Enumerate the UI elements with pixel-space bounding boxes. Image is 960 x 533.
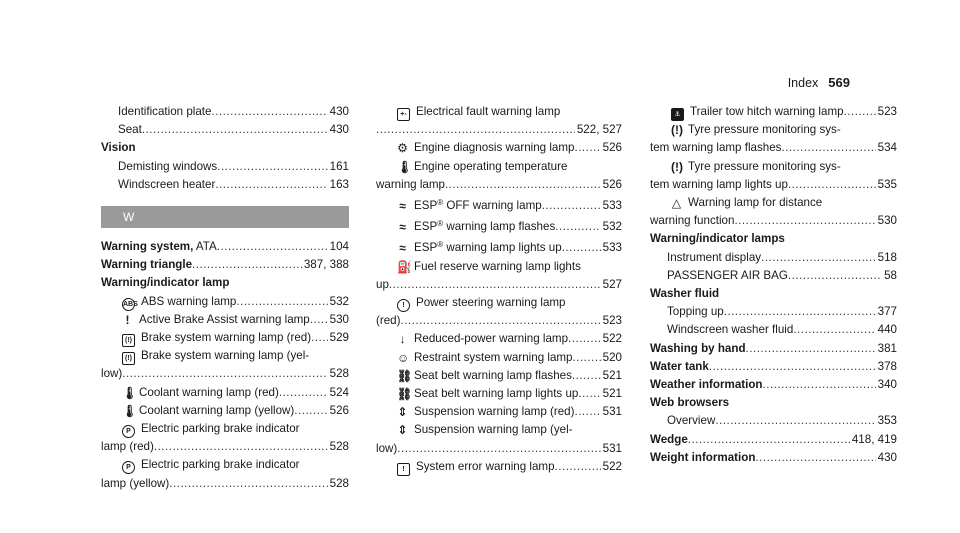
entry-engine-temperature: 🌡 Engine operating temperature bbox=[397, 159, 568, 174]
reduced-power-icon: ↓ bbox=[399, 332, 406, 347]
entry-instrument-display: Instrument display ..... 518 bbox=[650, 249, 897, 267]
entry-esp-flashes: ≈ ESP® warning lamp flashes ..... 532 bbox=[376, 215, 622, 236]
restraint-icon: ☺ bbox=[397, 350, 410, 365]
engine-icon: ⚙ bbox=[397, 141, 408, 156]
index-column-2 bbox=[376, 103, 622, 476]
entry-demisting-windows: Demisting windows ..... 161 bbox=[101, 158, 349, 176]
esp-icon: ≈ bbox=[399, 241, 406, 256]
entry-abs-warning-lamp: ABS ABS warning lamp ..... 532 bbox=[101, 293, 349, 311]
entry-warning-triangle: Warning triangle ..... 387, 388 bbox=[101, 256, 349, 274]
index-column-3 bbox=[650, 103, 897, 467]
coolant-icon: 🌡 bbox=[122, 403, 138, 418]
entry-reduced-power: ↓ Reduced-power warning lamp ..... 522 bbox=[376, 330, 622, 348]
entry-active-brake-assist: ! Active Brake Assist warning lamp ..... 530 bbox=[101, 311, 349, 329]
heading-web-browsers: Web browsers bbox=[650, 396, 730, 410]
battery-icon: +- bbox=[397, 108, 410, 121]
page-number: 569 bbox=[828, 75, 850, 90]
entry-identification-plate: Identification plate ..... 430 bbox=[101, 103, 349, 121]
entry-coolant-yellow: 🌡 Coolant warning lamp (yellow) ..... 526 bbox=[101, 402, 349, 420]
tyre-pressure-icon: (!) bbox=[671, 123, 683, 138]
heading-vision: Vision bbox=[101, 141, 136, 155]
entry-passenger-air-bag: PASSENGER AIR BAG ..... 58 bbox=[650, 267, 897, 285]
entry-water-tank: Water tank ..... 378 bbox=[650, 358, 897, 376]
entry-windscreen-washer-fluid: Windscreen washer fluid ..... 440 bbox=[650, 321, 897, 339]
entry-tyre-pressure-flashes-cont: tem warning lamp flashes ..... 534 bbox=[650, 139, 897, 157]
tyre-pressure-icon: (!) bbox=[671, 159, 683, 174]
entry-esp-off: ≈ ESP® OFF warning lamp ..... 533 bbox=[376, 194, 622, 215]
brake-assist-icon: ! bbox=[125, 312, 130, 327]
brake-warning-icon: (!) bbox=[122, 352, 135, 365]
parking-brake-icon: P bbox=[122, 425, 135, 438]
entry-power-steering-cont: (red) ..... 523 bbox=[376, 312, 622, 330]
entry-fuel-reserve: ⛽ Fuel reserve warning lamp lights bbox=[397, 259, 581, 274]
temperature-icon: 🌡 bbox=[397, 159, 413, 174]
suspension-icon: ⇕ bbox=[397, 405, 408, 420]
heading-warning-indicator-lamp: Warning/indicator lamp bbox=[101, 276, 230, 290]
brake-warning-icon: (!) bbox=[122, 334, 135, 347]
abs-icon: ABS bbox=[122, 298, 135, 311]
entry-tyre-pressure-lights-up-cont: tem warning lamp lights up ..... 535 bbox=[650, 176, 897, 194]
heading-washer-fluid: Washer fluid bbox=[650, 287, 720, 301]
entry-tyre-pressure-lights-up: (!) Tyre pressure monitoring sys- bbox=[671, 159, 841, 174]
coolant-icon: 🌡 bbox=[122, 385, 138, 400]
esp-icon: ≈ bbox=[399, 220, 406, 235]
entry-topping-up: Topping up ..... 377 bbox=[650, 303, 897, 321]
entry-weight-information: Weight information ..... 430 bbox=[650, 449, 897, 467]
entry-system-error: ! System error warning lamp ..... 522 bbox=[376, 458, 622, 476]
entry-distance-warning-cont: warning function ..... 530 bbox=[650, 212, 897, 230]
system-error-icon: ! bbox=[397, 463, 410, 476]
entry-seat: Seat ..... 430 bbox=[101, 121, 349, 139]
heading-warning-indicator-lamps: Warning/indicator lamps bbox=[650, 232, 785, 246]
distance-warning-icon: △ bbox=[671, 196, 682, 211]
entry-esp-lights-up: ≈ ESP® warning lamp lights up ..... 533 bbox=[376, 236, 622, 257]
entry-distance-warning: △ Warning lamp for distance bbox=[671, 196, 823, 211]
entry-epb-red-cont: lamp (red) ..... 528 bbox=[101, 438, 349, 456]
entry-wedge: Wedge ..... 418, 419 bbox=[650, 431, 897, 449]
entry-tyre-pressure-flashes: (!) Tyre pressure monitoring sys- bbox=[671, 123, 841, 138]
trailer-hitch-icon: ⚓ bbox=[671, 108, 684, 121]
entry-power-steering: ! Power steering warning lamp bbox=[376, 294, 622, 312]
entry-engine-diagnosis: ⚙ Engine diagnosis warning lamp ..... 526 bbox=[376, 139, 622, 157]
entry-suspension-red: ⇕ Suspension warning lamp (red) ..... 531 bbox=[376, 403, 622, 421]
entry-weather-information: Weather information ..... 340 bbox=[650, 376, 897, 394]
letter-bar-w: W bbox=[101, 206, 349, 228]
index-column-1 bbox=[101, 103, 349, 493]
entry-brake-system-red: (!) Brake system warning lamp (red) ..... 529 bbox=[101, 329, 349, 347]
entry-electrical-fault: +- Electrical fault warning lamp bbox=[376, 103, 622, 121]
index-label: Index bbox=[787, 76, 819, 90]
entry-brake-system-yellow-cont: low) ..... 528 bbox=[101, 365, 349, 383]
esp-off-icon: ≈ bbox=[399, 199, 406, 214]
entry-overview: Overview ..... 353 bbox=[650, 412, 897, 430]
parking-brake-icon: P bbox=[122, 461, 135, 474]
entry-seat-belt-flashes: ⛓ Seat belt warning lamp flashes ..... 521 bbox=[376, 367, 622, 385]
entry-electrical-fault-cont: ..... 522, 527 bbox=[376, 121, 622, 139]
entry-coolant-red: 🌡 Coolant warning lamp (red) ..... 524 bbox=[101, 384, 349, 402]
seat-belt-icon: ⛓ bbox=[397, 387, 413, 402]
entry-warning-system: Warning system, ATA ..... 104 bbox=[101, 238, 349, 256]
entry-seat-belt-lights-up: ⛓ Seat belt warning lamp lights up ..... 521 bbox=[376, 385, 622, 403]
entry-trailer-hitch: ⚓ Trailer tow hitch warning lamp ..... 523 bbox=[650, 103, 897, 121]
entry-brake-system-yellow: (!) Brake system warning lamp (yel- bbox=[101, 347, 349, 365]
entry-windscreen-heater: Windscreen heater ..... 163 bbox=[101, 176, 349, 194]
entry-epb-yellow: P Electric parking brake indicator bbox=[101, 456, 349, 474]
suspension-icon: ⇕ bbox=[397, 423, 408, 438]
entry-suspension-yellow: ⇕ Suspension warning lamp (yel- bbox=[397, 423, 573, 438]
entry-washing-by-hand: Washing by hand ..... 381 bbox=[650, 340, 897, 358]
entry-suspension-yellow-cont: low) ..... 531 bbox=[376, 440, 622, 458]
entry-epb-red: P Electric parking brake indicator bbox=[101, 420, 349, 438]
steering-icon: ! bbox=[397, 299, 410, 312]
entry-engine-temperature-cont: warning lamp ..... 526 bbox=[376, 176, 622, 194]
seat-belt-icon: ⛓ bbox=[397, 368, 413, 383]
entry-fuel-reserve-cont: up ..... 527 bbox=[376, 276, 622, 294]
entry-epb-yellow-cont: lamp (yellow) ..... 528 bbox=[101, 475, 349, 493]
entry-restraint-system: ☺ Restraint system warning lamp ..... 520 bbox=[376, 349, 622, 367]
page-header bbox=[788, 75, 850, 90]
fuel-icon: ⛽ bbox=[397, 259, 412, 274]
